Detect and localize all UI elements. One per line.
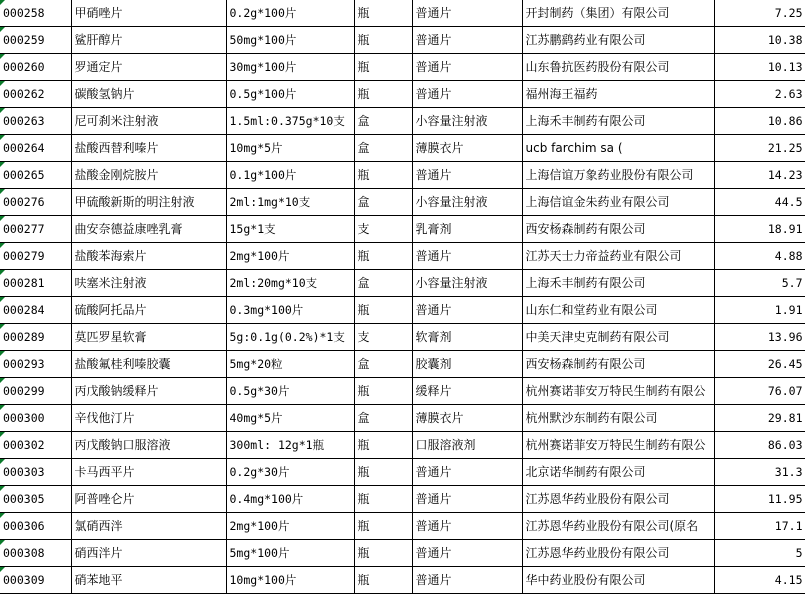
cell-spec[interactable]: 300ml: 12g*1瓶 (226, 432, 354, 459)
cell-spec[interactable]: 0.4mg*100片 (226, 486, 354, 513)
table-row (0, 297, 805, 324)
cell-dosage-form[interactable]: 普通片 (412, 459, 522, 486)
table-row (0, 351, 805, 378)
cell-dosage-form[interactable]: 薄膜衣片 (412, 405, 522, 432)
table-row (0, 513, 805, 540)
cell-code[interactable]: 000308 (0, 540, 71, 567)
cell-spec[interactable]: 0.2g*100片 (226, 0, 354, 27)
cell-price[interactable]: 11.95 (714, 486, 805, 513)
cell-drug-name[interactable]: 鲨肝醇片 (71, 27, 226, 54)
cell-unit[interactable]: 盒 (354, 270, 412, 297)
cell-dosage-form[interactable]: 乳膏剂 (412, 216, 522, 243)
cell-drug-name[interactable]: 甲硝唑片 (71, 0, 226, 27)
cell-manufacturer[interactable]: 杭州赛诺菲安万特民生制药有限公 (522, 432, 714, 459)
cell-unit[interactable]: 瓶 (354, 27, 412, 54)
cell-manufacturer[interactable]: 上海信谊金朱药业有限公司 (522, 189, 714, 216)
cell-manufacturer[interactable]: 上海禾丰制药有限公司 (522, 108, 714, 135)
cell-price[interactable]: 44.5 (714, 189, 805, 216)
cell-unit[interactable]: 支 (354, 324, 412, 351)
cell-price[interactable]: 14.23 (714, 162, 805, 189)
cell-code[interactable]: 000306 (0, 513, 71, 540)
cell-dosage-form[interactable]: 普通片 (412, 513, 522, 540)
cell-code[interactable]: 000289 (0, 324, 71, 351)
cell-drug-name[interactable]: 碳酸氢钠片 (71, 81, 226, 108)
cell-unit[interactable]: 瓶 (354, 81, 412, 108)
cell-code[interactable]: 000263 (0, 108, 71, 135)
cell-unit[interactable]: 瓶 (354, 540, 412, 567)
table-row (0, 0, 805, 27)
cell-unit[interactable]: 盒 (354, 108, 412, 135)
table-row (0, 540, 805, 567)
cell-manufacturer[interactable]: 上海禾丰制药有限公司 (522, 270, 714, 297)
cell-drug-name[interactable]: 呋塞米注射液 (71, 270, 226, 297)
cell-dosage-form[interactable]: 口服溶液剂 (412, 432, 522, 459)
cell-spec[interactable]: 5mg*100片 (226, 540, 354, 567)
cell-drug-name[interactable]: 氯硝西泮 (71, 513, 226, 540)
cell-manufacturer[interactable]: 杭州默沙东制药有限公司 (522, 405, 714, 432)
cell-manufacturer[interactable]: 山东仁和堂药业有限公司 (522, 297, 714, 324)
cell-drug-name[interactable]: 丙戊酸钠口服溶液 (71, 432, 226, 459)
cell-dosage-form[interactable]: 普通片 (412, 54, 522, 81)
cell-price[interactable]: 5.7 (714, 270, 805, 297)
cell-code[interactable]: 000284 (0, 297, 71, 324)
cell-price[interactable]: 29.81 (714, 405, 805, 432)
cell-price[interactable]: 21.25 (714, 135, 805, 162)
table-row (0, 216, 805, 243)
cell-spec[interactable]: 0.1g*100片 (226, 162, 354, 189)
cell-code[interactable]: 000309 (0, 567, 71, 594)
table-row (0, 459, 805, 486)
table-row (0, 378, 805, 405)
cell-price[interactable]: 10.86 (714, 108, 805, 135)
cell-code[interactable]: 000260 (0, 54, 71, 81)
cell-drug-name[interactable]: 甲硫酸新斯的明注射液 (71, 189, 226, 216)
cell-code[interactable]: 000281 (0, 270, 71, 297)
cell-unit[interactable]: 盒 (354, 135, 412, 162)
cell-code[interactable]: 000302 (0, 432, 71, 459)
cell-code[interactable]: 000279 (0, 243, 71, 270)
cell-drug-name[interactable]: 盐酸西替利嗪片 (71, 135, 226, 162)
cell-drug-name[interactable]: 阿普唑仑片 (71, 486, 226, 513)
cell-price[interactable]: 2.63 (714, 81, 805, 108)
cell-code[interactable]: 000262 (0, 81, 71, 108)
cell-unit[interactable]: 瓶 (354, 0, 412, 27)
table-row (0, 567, 805, 594)
cell-code[interactable]: 000300 (0, 405, 71, 432)
cell-dosage-form[interactable]: 普通片 (412, 0, 522, 27)
cell-drug-name[interactable]: 盐酸氟桂利嗪胶囊 (71, 351, 226, 378)
cell-drug-name[interactable]: 丙戊酸钠缓释片 (71, 378, 226, 405)
table-row (0, 54, 805, 81)
cell-price[interactable]: 86.03 (714, 432, 805, 459)
cell-unit[interactable]: 盒 (354, 189, 412, 216)
cell-manufacturer[interactable]: 江苏恩华药业股份有限公司 (522, 486, 714, 513)
cell-unit[interactable]: 瓶 (354, 486, 412, 513)
cell-manufacturer[interactable]: 西安杨森制药有限公司 (522, 351, 714, 378)
cell-spec[interactable]: 50mg*100片 (226, 27, 354, 54)
cell-spec[interactable]: 0.5g*100片 (226, 81, 354, 108)
table-row (0, 162, 805, 189)
cell-unit[interactable]: 瓶 (354, 513, 412, 540)
table-row (0, 189, 805, 216)
cell-manufacturer[interactable]: 北京诺华制药有限公司 (522, 459, 714, 486)
cell-unit[interactable]: 盒 (354, 351, 412, 378)
cell-dosage-form[interactable]: 小容量注射液 (412, 108, 522, 135)
cell-price[interactable]: 13.96 (714, 324, 805, 351)
cell-spec[interactable]: 2mg*100片 (226, 513, 354, 540)
cell-spec[interactable]: 2ml:1mg*10支 (226, 189, 354, 216)
cell-price[interactable]: 5 (714, 540, 805, 567)
table-row (0, 432, 805, 459)
cell-spec[interactable]: 1.5ml:0.375g*10支 (226, 108, 354, 135)
cell-code[interactable]: 000299 (0, 378, 71, 405)
cell-dosage-form[interactable]: 普通片 (412, 567, 522, 594)
cell-price[interactable]: 17.1 (714, 513, 805, 540)
cell-price[interactable]: 18.91 (714, 216, 805, 243)
cell-manufacturer[interactable]: 江苏恩华药业股份有限公司 (522, 540, 714, 567)
cell-spec[interactable]: 10mg*100片 (226, 567, 354, 594)
cell-dosage-form[interactable]: 普通片 (412, 81, 522, 108)
cell-code[interactable]: 000305 (0, 486, 71, 513)
cell-drug-name[interactable]: 盐酸苯海索片 (71, 243, 226, 270)
table-row (0, 243, 805, 270)
cell-spec[interactable]: 0.5g*30片 (226, 378, 354, 405)
table-row (0, 108, 805, 135)
cell-spec[interactable]: 30mg*100片 (226, 54, 354, 81)
cell-code[interactable]: 000264 (0, 135, 71, 162)
cell-dosage-form[interactable]: 普通片 (412, 27, 522, 54)
cell-drug-name[interactable]: 硝西泮片 (71, 540, 226, 567)
cell-drug-name[interactable]: 辛伐他汀片 (71, 405, 226, 432)
cell-spec[interactable]: 5g:0.1g(0.2%)*1支 (226, 324, 354, 351)
cell-unit[interactable]: 瓶 (354, 567, 412, 594)
cell-price[interactable]: 76.07 (714, 378, 805, 405)
cell-unit[interactable]: 瓶 (354, 459, 412, 486)
cell-price[interactable]: 26.45 (714, 351, 805, 378)
cell-manufacturer[interactable]: 开封制药（集团）有限公司 (522, 0, 714, 27)
cell-drug-name[interactable]: 硝苯地平 (71, 567, 226, 594)
cell-code[interactable]: 000303 (0, 459, 71, 486)
cell-unit[interactable]: 瓶 (354, 243, 412, 270)
cell-code[interactable]: 000265 (0, 162, 71, 189)
cell-unit[interactable]: 支 (354, 216, 412, 243)
cell-price[interactable]: 4.88 (714, 243, 805, 270)
cell-spec[interactable]: 0.3mg*100片 (226, 297, 354, 324)
cell-spec[interactable]: 0.2g*30片 (226, 459, 354, 486)
cell-manufacturer[interactable]: 江苏天士力帝益药业有限公司 (522, 243, 714, 270)
cell-manufacturer[interactable]: 华中药业股份有限公司 (522, 567, 714, 594)
cell-dosage-form[interactable]: 缓释片 (412, 378, 522, 405)
cell-drug-name[interactable]: 罗通定片 (71, 54, 226, 81)
table-row (0, 270, 805, 297)
cell-unit[interactable]: 瓶 (354, 378, 412, 405)
cell-manufacturer[interactable]: 山东鲁抗医药股份有限公司 (522, 54, 714, 81)
table-row (0, 81, 805, 108)
cell-price[interactable]: 1.91 (714, 297, 805, 324)
table-row (0, 27, 805, 54)
cell-price[interactable]: 10.13 (714, 54, 805, 81)
cell-code[interactable]: 000276 (0, 189, 71, 216)
cell-unit[interactable]: 瓶 (354, 54, 412, 81)
cell-spec[interactable]: 40mg*5片 (226, 405, 354, 432)
table-row (0, 405, 805, 432)
cell-manufacturer[interactable]: 杭州赛诺菲安万特民生制药有限公 (522, 378, 714, 405)
cell-manufacturer[interactable]: 中美天津史克制药有限公司 (522, 324, 714, 351)
cell-price[interactable]: 4.15 (714, 567, 805, 594)
cell-dosage-form[interactable]: 普通片 (412, 243, 522, 270)
cell-manufacturer[interactable]: 西安杨森制药有限公司 (522, 216, 714, 243)
cell-dosage-form[interactable]: 小容量注射液 (412, 270, 522, 297)
cell-manufacturer[interactable]: 上海信谊万象药业股份有限公司 (522, 162, 714, 189)
cell-manufacturer[interactable]: 江苏恩华药业股份有限公司(原名 (522, 513, 714, 540)
cell-price[interactable]: 10.38 (714, 27, 805, 54)
cell-code[interactable]: 000259 (0, 27, 71, 54)
cell-unit[interactable]: 瓶 (354, 432, 412, 459)
cell-price[interactable]: 31.3 (714, 459, 805, 486)
table-row (0, 324, 805, 351)
cell-price[interactable]: 7.25 (714, 0, 805, 27)
cell-unit[interactable]: 瓶 (354, 162, 412, 189)
cell-spec[interactable]: 10mg*5片 (226, 135, 354, 162)
cell-spec[interactable]: 15g*1支 (226, 216, 354, 243)
cell-drug-name[interactable]: 尼可刹米注射液 (71, 108, 226, 135)
cell-manufacturer[interactable]: 江苏鹏鹞药业有限公司 (522, 27, 714, 54)
cell-manufacturer[interactable]: ucb farchim sa ( (522, 135, 714, 162)
cell-code[interactable]: 000277 (0, 216, 71, 243)
cell-dosage-form[interactable]: 小容量注射液 (412, 189, 522, 216)
cell-drug-name[interactable]: 硫酸阿托品片 (71, 297, 226, 324)
cell-unit[interactable]: 盒 (354, 405, 412, 432)
cell-dosage-form[interactable]: 普通片 (412, 162, 522, 189)
cell-spec[interactable]: 5mg*20粒 (226, 351, 354, 378)
cell-dosage-form[interactable]: 软膏剂 (412, 324, 522, 351)
cell-dosage-form[interactable]: 普通片 (412, 540, 522, 567)
cell-drug-name[interactable]: 莫匹罗星软膏 (71, 324, 226, 351)
cell-manufacturer[interactable]: 福州海王福药 (522, 81, 714, 108)
cell-dosage-form[interactable]: 普通片 (412, 486, 522, 513)
cell-spec[interactable]: 2ml:20mg*10支 (226, 270, 354, 297)
cell-dosage-form[interactable]: 普通片 (412, 297, 522, 324)
cell-drug-name[interactable]: 卡马西平片 (71, 459, 226, 486)
table-row (0, 486, 805, 513)
cell-unit[interactable]: 瓶 (354, 297, 412, 324)
cell-drug-name[interactable]: 曲安奈德益康唑乳膏 (71, 216, 226, 243)
table-row (0, 135, 805, 162)
cell-dosage-form[interactable]: 胶囊剂 (412, 351, 522, 378)
cell-code[interactable]: 000258 (0, 0, 71, 27)
cell-drug-name[interactable]: 盐酸金刚烷胺片 (71, 162, 226, 189)
cell-dosage-form[interactable]: 薄膜衣片 (412, 135, 522, 162)
cell-code[interactable]: 000293 (0, 351, 71, 378)
cell-spec[interactable]: 2mg*100片 (226, 243, 354, 270)
